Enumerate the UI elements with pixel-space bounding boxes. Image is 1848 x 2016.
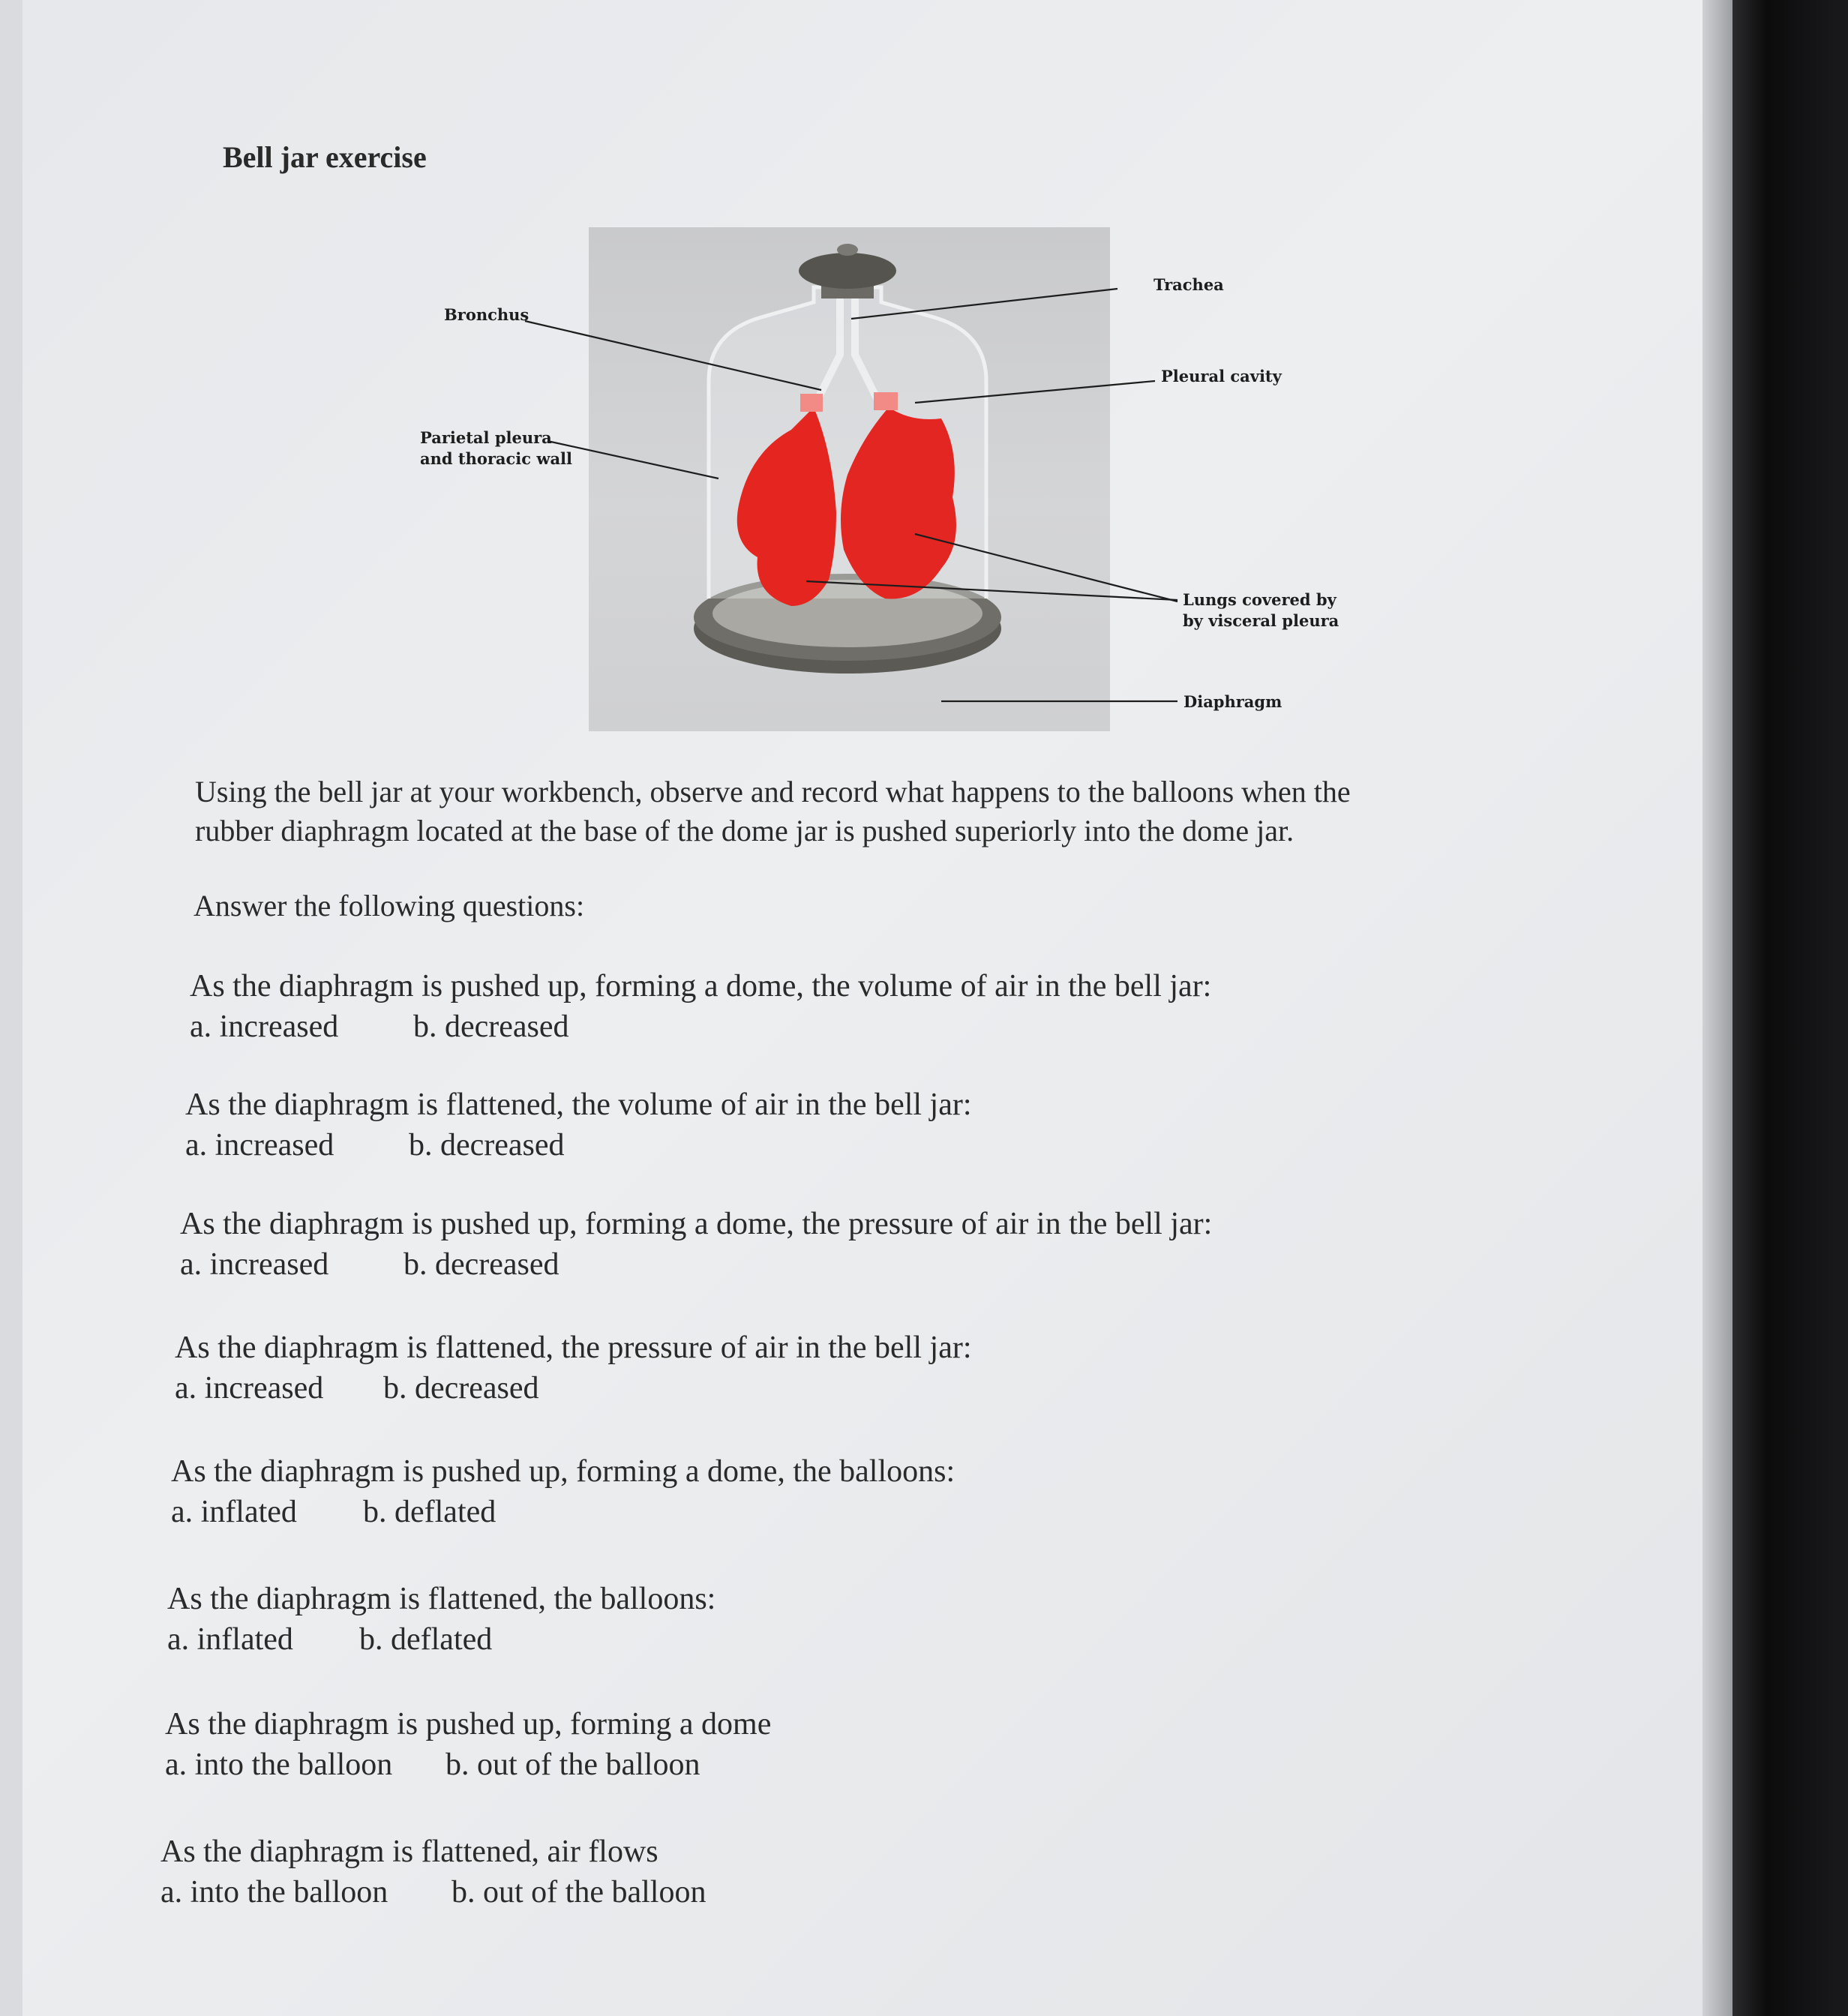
instructions-paragraph: Using the bell jar at your workbench, observe and record what happens to the balloons when the rubber diaphragm located at the base of the dome jar is pushed superiorly into the dome jar. [195,775,1351,848]
option-a[interactable]: a. increased [190,1010,339,1044]
question-3 [180,1204,1212,1285]
answer-prompt: Answer the following questions: [194,889,585,922]
question-4 [175,1328,972,1408]
option-b[interactable]: b. decreased [383,1371,539,1406]
tablet-bezel [1732,0,1848,2016]
option-b[interactable]: b. decreased [404,1247,560,1282]
question-stem: As the diaphragm is flattened, the volume of air in the bell jar: [185,1088,972,1122]
answer-options [180,1244,1212,1285]
question-stem: As the diaphragm is pushed up, forming a dome, the balloons: [171,1454,956,1489]
question-stem: As the diaphragm is pushed up, forming a dome, the pressure of air in the bell jar: [180,1207,1213,1241]
option-a[interactable]: a. inflated [167,1622,293,1657]
question-8 [160,1832,706,1912]
answer-options [171,1492,955,1532]
question-7 [165,1704,771,1785]
answer-options [185,1125,972,1166]
answer-options [167,1619,716,1660]
answer-options [175,1368,972,1408]
label-lungs: Lungs covered by by visceral pleura [1183,590,1340,630]
question-2 [185,1084,972,1166]
question-stem: As the diaphragm is pushed up, forming a dome, the volume of air in the bell jar: [190,969,1212,1004]
option-a[interactable]: a. inflated [171,1495,297,1529]
bell-jar-illustration [589,227,1110,731]
bell-jar-figure [589,227,1110,731]
stopper-knob [837,244,858,256]
label-parietal-pleura: Parietal pleura and thoracic wall [420,428,573,468]
answer-options [160,1872,706,1912]
question-stem: As the diaphragm is flattened, air flows [160,1834,658,1869]
tablet-edge [1702,0,1732,2016]
label-trachea: Trachea [1154,275,1224,294]
option-a[interactable]: a. increased [185,1128,334,1162]
question-stem: As the diaphragm is flattened, the pressure of air in the bell jar: [175,1330,972,1365]
question-stem: As the diaphragm is flattened, the balloons: [167,1582,716,1616]
option-b[interactable]: b. decreased [413,1010,569,1044]
option-b[interactable]: b. deflated [359,1622,493,1657]
left-bronchus-cuff [800,394,823,412]
question-stem: As the diaphragm is pushed up, forming a dome [165,1707,772,1742]
question-1 [190,966,1211,1047]
answer-options [165,1744,771,1785]
label-pleural-cavity: Pleural cavity [1161,367,1282,386]
right-bronchus-cuff [874,392,898,410]
option-b[interactable]: b. out of the balloon [446,1748,700,1782]
stopper-cap [799,253,896,289]
answer-options [190,1006,1211,1047]
option-b[interactable]: b. decreased [409,1128,565,1162]
option-a[interactable]: a. into the balloon [160,1875,388,1910]
option-b[interactable]: b. deflated [363,1495,496,1529]
question-5 [171,1451,955,1532]
label-diaphragm: Diaphragm [1184,692,1282,711]
question-6 [167,1579,716,1660]
option-a[interactable]: a. increased [180,1247,329,1282]
label-bronchus: Bronchus [444,305,530,324]
option-a[interactable]: a. increased [175,1371,324,1406]
page-title: Bell jar exercise [223,140,427,174]
option-b[interactable]: b. out of the balloon [452,1875,706,1910]
option-a[interactable]: a. into the balloon [165,1748,393,1782]
